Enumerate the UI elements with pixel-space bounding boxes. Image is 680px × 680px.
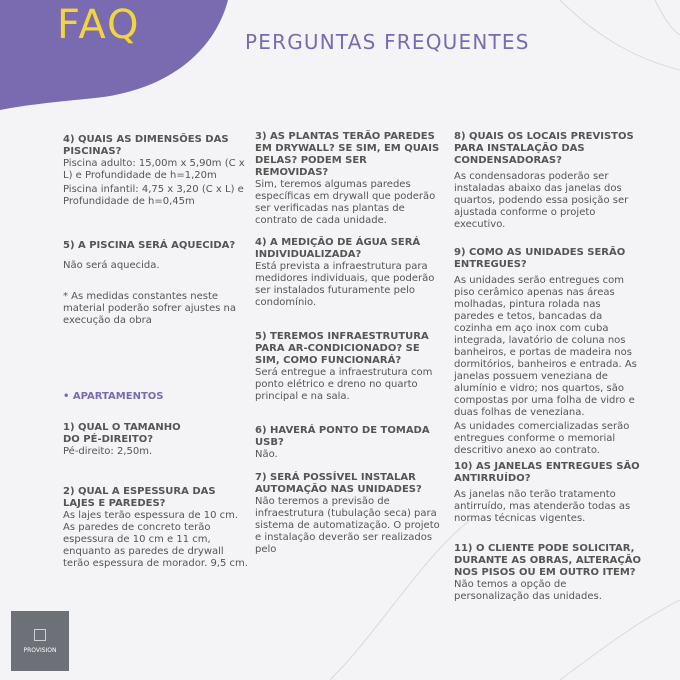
question-condensers: 8) QUAIS OS LOCAIS PREVISTOS PARA INSTALAÇÃO DAS CONDENSADORAS? — [454, 131, 634, 166]
answer-delivery-memorial: As unidades comercializadas serão entregues conforme o memorial descritivo anexo ao contrato. — [454, 421, 630, 456]
faq-ac — [255, 331, 443, 403]
question-ac: 5) TEREMOS INFRAESTRUTURA PARA AR-CONDICIONADO? SE SIM, COMO FUNCIONARÁ? — [255, 331, 429, 366]
answer-delivery: As unidades serão entregues com piso cerâmico apenas nas áreas molhadas, pintura rolada nas paredes e tetos, bancadas da cozinha em aço inox com cuba integrada, lavatório de coluna nos banheiros, e portas de madeira nos dormitórios, banheiros e entrada. As janelas possuem veneziana de alumínio e vidro; nos quartos, são compostas por uma folha de vidro e duas folhas de veneziana. — [454, 275, 637, 418]
question-usb: 6) HAVERÁ PONTO DE TOMADA USB? — [255, 425, 430, 448]
answer-changes: Não temos a opção de personalização das unidades. — [454, 579, 602, 602]
answer-pool-child: Piscina infantil: 4,75 x 3,20 (C x L) e Profundidade de h=0,45m — [63, 184, 244, 207]
question-automation: 7) SERÁ POSSÍVEL INSTALAR AUTOMAÇÃO NAS UNIDADES? — [255, 472, 422, 495]
answer-automation: Não teremos a previsão de infraestrutura (tubulação seca) para sistema de automatização. O projeto e instalação deverão ser realizados pelo — [255, 496, 440, 555]
answer-ceiling-height: Pé-direito: 2,50m. — [63, 446, 153, 457]
answer-drywall: Sim, teremos algumas paredes específicas em drywall que poderão ser verificadas nas plantas de contrato de cada unidade. — [255, 179, 436, 226]
faq-column-1 — [63, 134, 251, 208]
faq-note — [63, 291, 251, 327]
question-water: 4) A MEDIÇÃO DE ÁGUA SERÁ INDIVIDUALIZADA? — [255, 237, 421, 260]
faq-delivery — [454, 247, 642, 457]
faq-usb — [255, 425, 443, 461]
question-pool-heating: 5) A PISCINA SERÁ AQUECIDA? — [63, 240, 236, 251]
faq-automation — [255, 472, 443, 556]
question-pool-dimensions: 4) QUAIS AS DIMENSÕES DAS PISCINAS? — [63, 134, 229, 157]
answer-condensers: As condensadoras poderão ser instaladas abaixo das janelas dos quartos, podendo essa posição ser ajustada conforme o projeto executivo. — [454, 171, 629, 230]
answer-water: Está prevista a infraestrutura para medidores individuais, que poderão ser instalados futuramente pelo condomínio. — [255, 261, 435, 308]
question-windows: 10) AS JANELAS ENTREGUES SÃO ANTIRRUÍDO? — [454, 461, 640, 484]
faq-slab-thickness — [63, 486, 248, 570]
answer-ac: Será entregue a infraestrutura com ponto elétrico e dreno no quarto principal e na sala. — [255, 367, 433, 402]
logo-mark-icon — [34, 629, 46, 641]
question-slab-thickness: 2) QUAL A ESPESSURA DAS LAJES E PAREDES? — [63, 486, 216, 509]
page-subtitle: PERGUNTAS FREQUENTES — [245, 30, 530, 54]
faq-changes — [454, 543, 642, 603]
answer-pool-adult: Piscina adulto: 15,00m x 5,90m (C x L) e Profundidade de h=1,20m — [63, 158, 245, 181]
faq-condensers — [454, 131, 642, 231]
question-ceiling-height: 1) QUAL O TAMANHO DO PÉ-DIREITO? — [63, 422, 181, 445]
faq-pool-heating — [63, 240, 251, 272]
faq-water — [255, 237, 443, 309]
note-text: * As medidas constantes neste material poderão sofrer ajustes na execução da obra — [63, 291, 236, 326]
question-delivery: 9) COMO AS UNIDADES SERÃO ENTREGUES? — [454, 247, 626, 270]
provision-logo — [11, 611, 69, 671]
faq-windows — [454, 461, 642, 525]
faq-drywall — [255, 131, 443, 227]
answer-slab-thickness: As lajes terão espessura de 10 cm. As paredes de concreto terão espessura de 10 cm e 11 cm, enquanto as paredes de drywall terão espessura de morador. 9,5 cm. — [63, 510, 248, 569]
faq-ceiling-height — [63, 422, 193, 458]
answer-windows: As janelas não terão tratamento antirruído, mas atenderão todas as normas técnicas vigentes. — [454, 489, 631, 524]
page-title: FAQ — [57, 2, 141, 48]
logo-text: PROVISION — [23, 646, 57, 654]
section-apartments: • APARTAMENTOS — [63, 391, 164, 402]
question-drywall: 3) AS PLANTAS TERÃO PAREDES EM DRYWALL? SE SIM, EM QUAIS DELAS? PODEM SER REMOVIDAS? — [255, 131, 440, 178]
answer-pool-heating: Não será aquecida. — [63, 260, 160, 271]
answer-usb: Não. — [255, 449, 278, 460]
question-changes: 11) O CLIENTE PODE SOLICITAR, DURANTE AS OBRAS, ALTERAÇÃO NOS PISOS OU EM OUTRO ITEM? — [454, 543, 641, 578]
